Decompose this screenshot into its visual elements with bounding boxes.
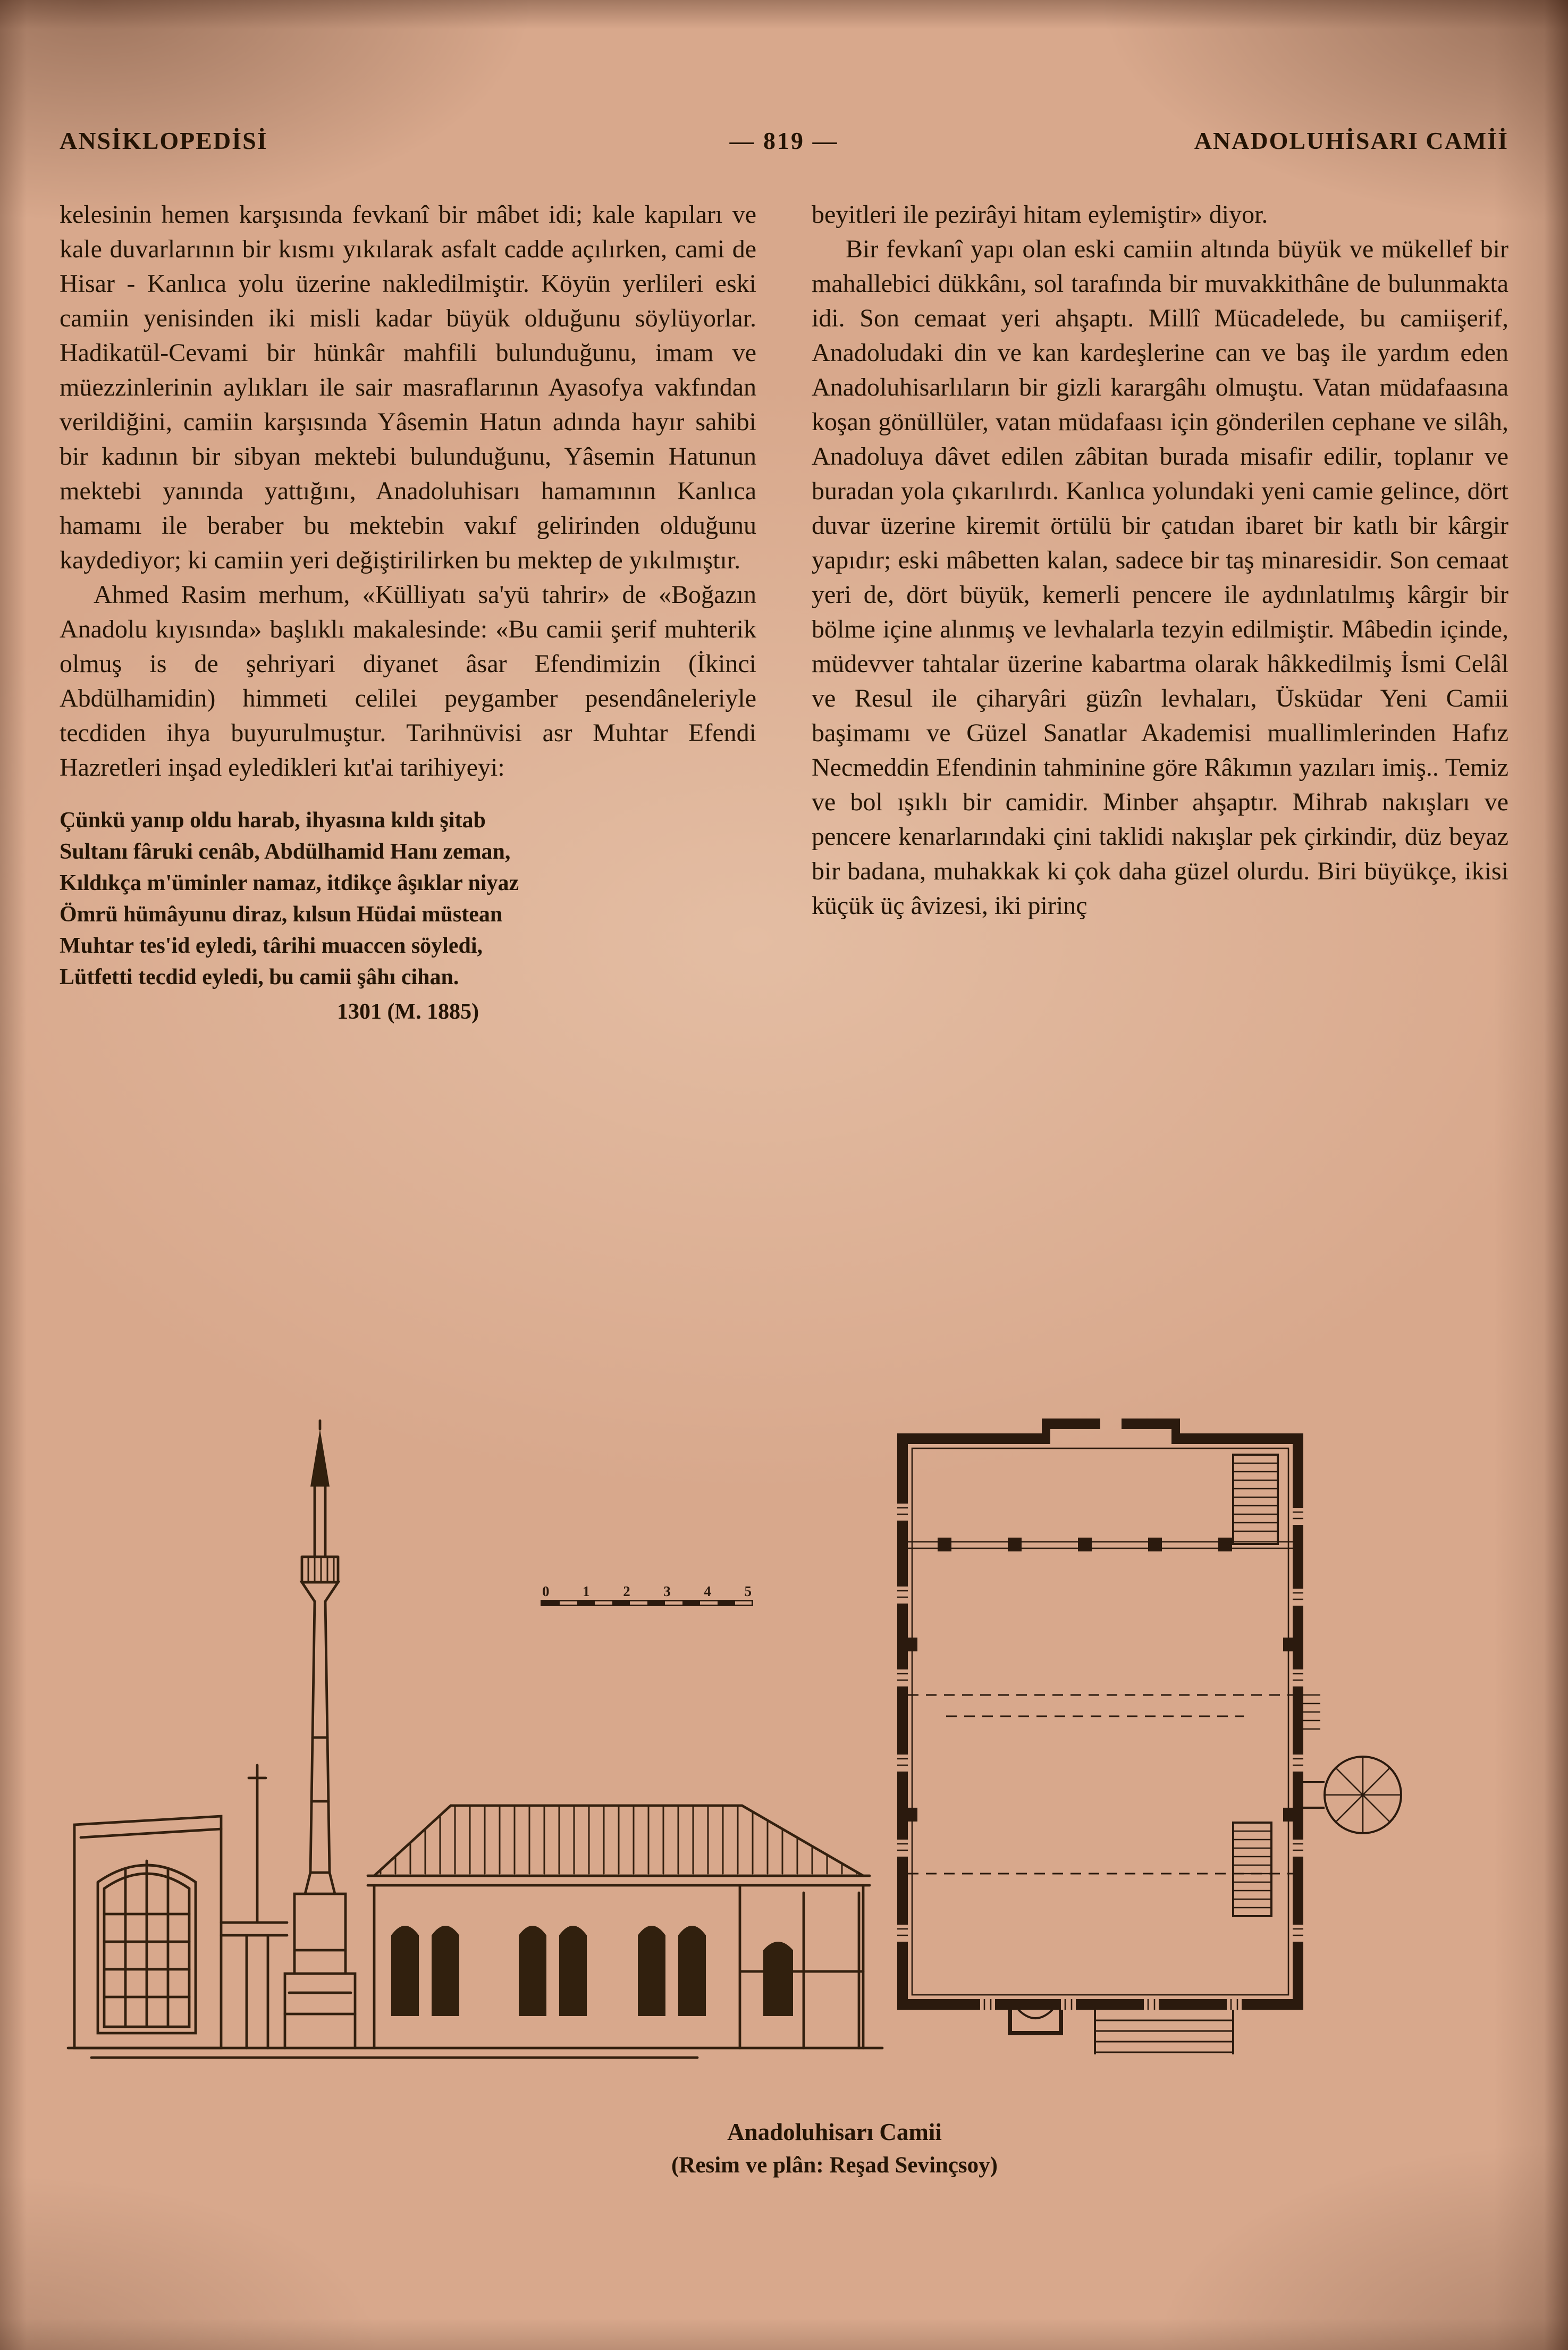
page-number: — 819 — (729, 127, 839, 154)
scale-number: 5 (744, 1583, 752, 1599)
poem-line: Çünkü yanıp oldu harab, ihyasına kıldı şitab (60, 808, 486, 833)
scale-number: 3 (663, 1583, 671, 1599)
paragraph: Ahmed Rasim merhum, «Külliyatı sa'yü tahrir» de «Boğazın Anadolu kıyısında» başlıklı makalesinde: «Bu camii şerif muhterik olmuş is de şehriyari diyanet âsar Efendimizin (İkinci Abdülhamidin) himmeti celilei peygamber pesendâneleriyle tecdiden ihya buyurulmuştur. Tarihnüvisi asr Muhtar Efendi Hazretleri inşad eyledikleri kıt'ai tarihiyeyi: (60, 581, 756, 782)
paragraph-continuation: kelesinin hemen karşısında fevkanî bir mâbet idi; kale kapıları ve kale duvarlarının bir kısmı yıkılarak asfalt cadde açılırken, cami de Hisar - Kanlıca yolu üzerine nakledilmiştir. Köyün yerlileri eski camiin yenisinden iki misli kadar büyük olduğunu söylüyorlar. Hadikatül-Cevami bir hünkâr mahfili bulunduğunu, imam ve müezzinlerinin aylıkları ile sair masraflarının Ayasofya vakfından verildiğini, camiin karşısında Yâsemin Hatun adında hayır sahibi bir kadının bir sibyan mektebi bulunduğunu, Yâsemin Hatunun mektebi yanında yattığını, Anadoluhisarı hamamının Kanlıca hamamı ile beraber bu mektebin vakıf gelirinden olduğunu kaydediyor; ki camiin yeri değiştirilirken bu mektep de yıkılmıştır. (60, 200, 756, 574)
caption-credit: (Resim ve plân: Reşad Sevinçsoy) (671, 2153, 998, 2178)
right-column (812, 197, 1508, 1356)
poem-line: Sultanı fâruki cenâb, Abdülhamid Hanı zeman, (60, 840, 511, 864)
scale-number: 0 (542, 1583, 550, 1599)
running-head-left: ANSİKLOPEDİSİ (60, 127, 268, 154)
figure-caption (110, 2118, 1559, 2178)
poem-line: Kıldıkça m'üminler namaz, itdikçe âşıklar niyaz (60, 871, 519, 895)
poem-line: Lütfetti tecdid eyledi, bu camii şâhı cihan. (60, 965, 459, 989)
poem-date: 1301 (M. 1885) (336, 1000, 479, 1024)
figure (60, 1386, 1508, 2215)
scale-number: 2 (623, 1583, 630, 1599)
paragraph: Bir fevkanî yapı olan eski camiin altında büyük ve mükellef bir mahallebici dükkânı, sol tarafında bir muvakkithâne de bulunmakta idi. Son cemaat yeri ahşaptı. Millî Mücadelede, bu camiişerif, Anadoludaki din ve kan kardeşlerine can ve baş ile yardım eden Anadoluhisarlıların bir gizli karargâhı olmuştu. Vatan müdafaasına koşan gönüllüler, vatan müdafaası için gönderilen cephane ve silâh, Anadoluya dâvet edilen zâbitan burada misafir edilir, toplanır ve buradan yola çıkarılırdı. Kanlıca yolundaki yeni camie gelince, dört duvar üzerine kiremit örtülü bir çatıdan ibaret bir katlı bir kârgir yapıdır; eski mâbetten kalan, sadece bir taş minaresidir. Son cemaat yeri de, dört büyük, kemerli pencere ile aydınlatılmış kârgir bir bölme içine alınmış ve levhalarla tezyin edilmiştir. Mâbedin içinde, müdevver tahtalar üzerine kabartma olarak hâkkedilmiş İsmi Celâl ve Resul ile çiharyâri güzîn levhaları, Üsküdar Yeni Camii başimamı ve Güzel Sanatlar Akademisi muallimlerinden Hafız Necmeddin Efendinin tahminine göre Râkımın yazıları imiş.. Temiz ve bol ışıklı bir camidir. Minber ahşaptır. Mihrab nakışları ve pencere kenarlarındaki çini taklidi nakışlar pek çirkindir, düz beyaz bir badana, muhakkak ki çok daha güzel olurdu. Biri büyükçe, ikisi küçük üç âvizesi, iki pirinç (812, 235, 1508, 920)
poem-line: Ömrü hümâyunu diraz, kılsun Hüdai müstean (60, 902, 503, 927)
poem-line: Muhtar tes'id eyledi, târihi muaccen söyledi, (60, 934, 483, 958)
scale-bar-rule (541, 1600, 753, 1606)
text-columns (60, 197, 1508, 1356)
paragraph-continuation: beyitleri ile pezirâyi hitam eylemiştir» diyor. (812, 200, 1268, 229)
scale-bar-numbers (541, 1583, 753, 1600)
floor-plan-drawing (882, 1416, 1430, 2092)
mosque-drawing (60, 1419, 889, 2078)
left-column (60, 197, 756, 1356)
caption-title: Anadoluhisarı Camii (727, 2119, 942, 2145)
poem (60, 805, 756, 1028)
scale-bar (541, 1583, 753, 1606)
running-head-right: ANADOLUHİSARI CAMİİ (1194, 127, 1509, 154)
scale-number: 1 (583, 1583, 590, 1599)
scale-number: 4 (704, 1583, 711, 1599)
page-header (60, 127, 1508, 155)
